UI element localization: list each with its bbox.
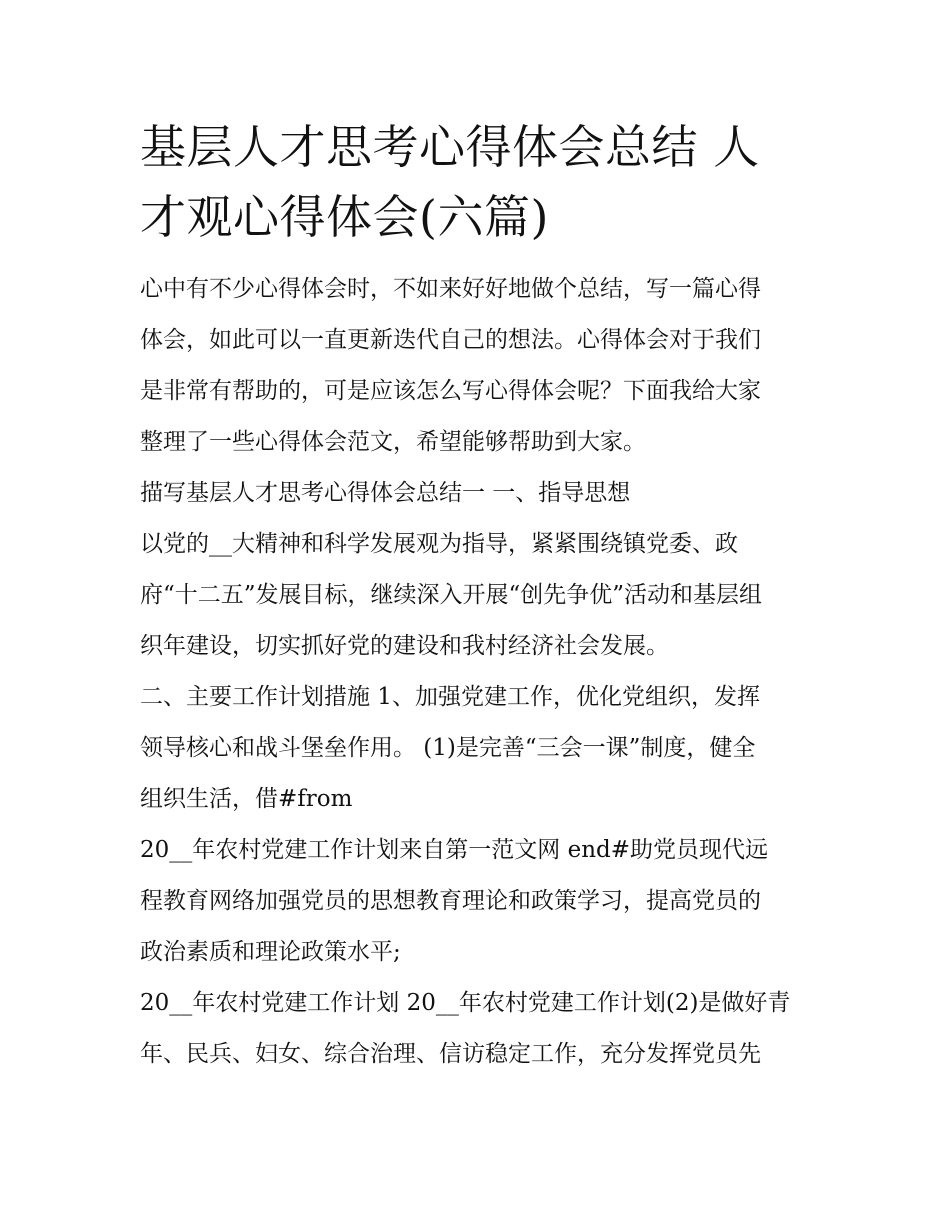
document-body <box>140 112 820 1080</box>
text-line: 以党的__大精神和科学发展观为指导，紧紧围绕镇党委、政 <box>140 531 738 557</box>
text-line: 程教育网络加强党员的思想教育理论和政策学习，提高党员的 <box>140 888 761 914</box>
text-line: 织年建设，切实抓好党的建设和我村经济社会发展。 <box>140 633 669 659</box>
text-line: 政治素质和理论政策水平; <box>140 939 401 965</box>
text-line: 年、民兵、妇女、综合治理、信访稳定工作，充分发挥党员先 <box>140 1041 761 1067</box>
text-line: 领导核心和战斗堡垒作用。 (1)是完善“三会一课”制度，健全 <box>140 735 756 761</box>
text-line: 心中有不少心得体会时，不如来好好地做个总结，写一篇心得 <box>140 276 761 302</box>
text-line: 组织生活，借#from <box>140 786 353 812</box>
text-line: 整理了一些心得体会范文，希望能够帮助到大家。 <box>140 429 646 455</box>
title-line: 才观心得体会(六篇) <box>140 190 549 244</box>
text-line: 体会，如此可以一直更新迭代自己的想法。心得体会对于我们 <box>140 327 761 353</box>
section-heading: 描写基层人才思考心得体会总结一 一、指导思想 <box>140 480 631 506</box>
text-line: 是非常有帮助的，可是应该怎么写心得体会呢？下面我给大家 <box>140 378 761 404</box>
text-line: 二、主要工作计划措施 1、加强党建工作，优化党组织，发挥 <box>140 684 760 710</box>
body-text <box>140 264 820 1080</box>
text-line: 府“十二五”发展目标，继续深入开展“创先争优”活动和基层组 <box>140 582 763 608</box>
title-line: 基层人才思考心得体会总结 人 <box>140 120 760 174</box>
text-line: 20__年农村党建工作计划 20__年农村党建工作计划(2)是做好青 <box>140 990 791 1016</box>
text-line: 20__年农村党建工作计划来自第一范文网 end#助党员现代远 <box>140 837 768 863</box>
document-title <box>140 112 820 252</box>
